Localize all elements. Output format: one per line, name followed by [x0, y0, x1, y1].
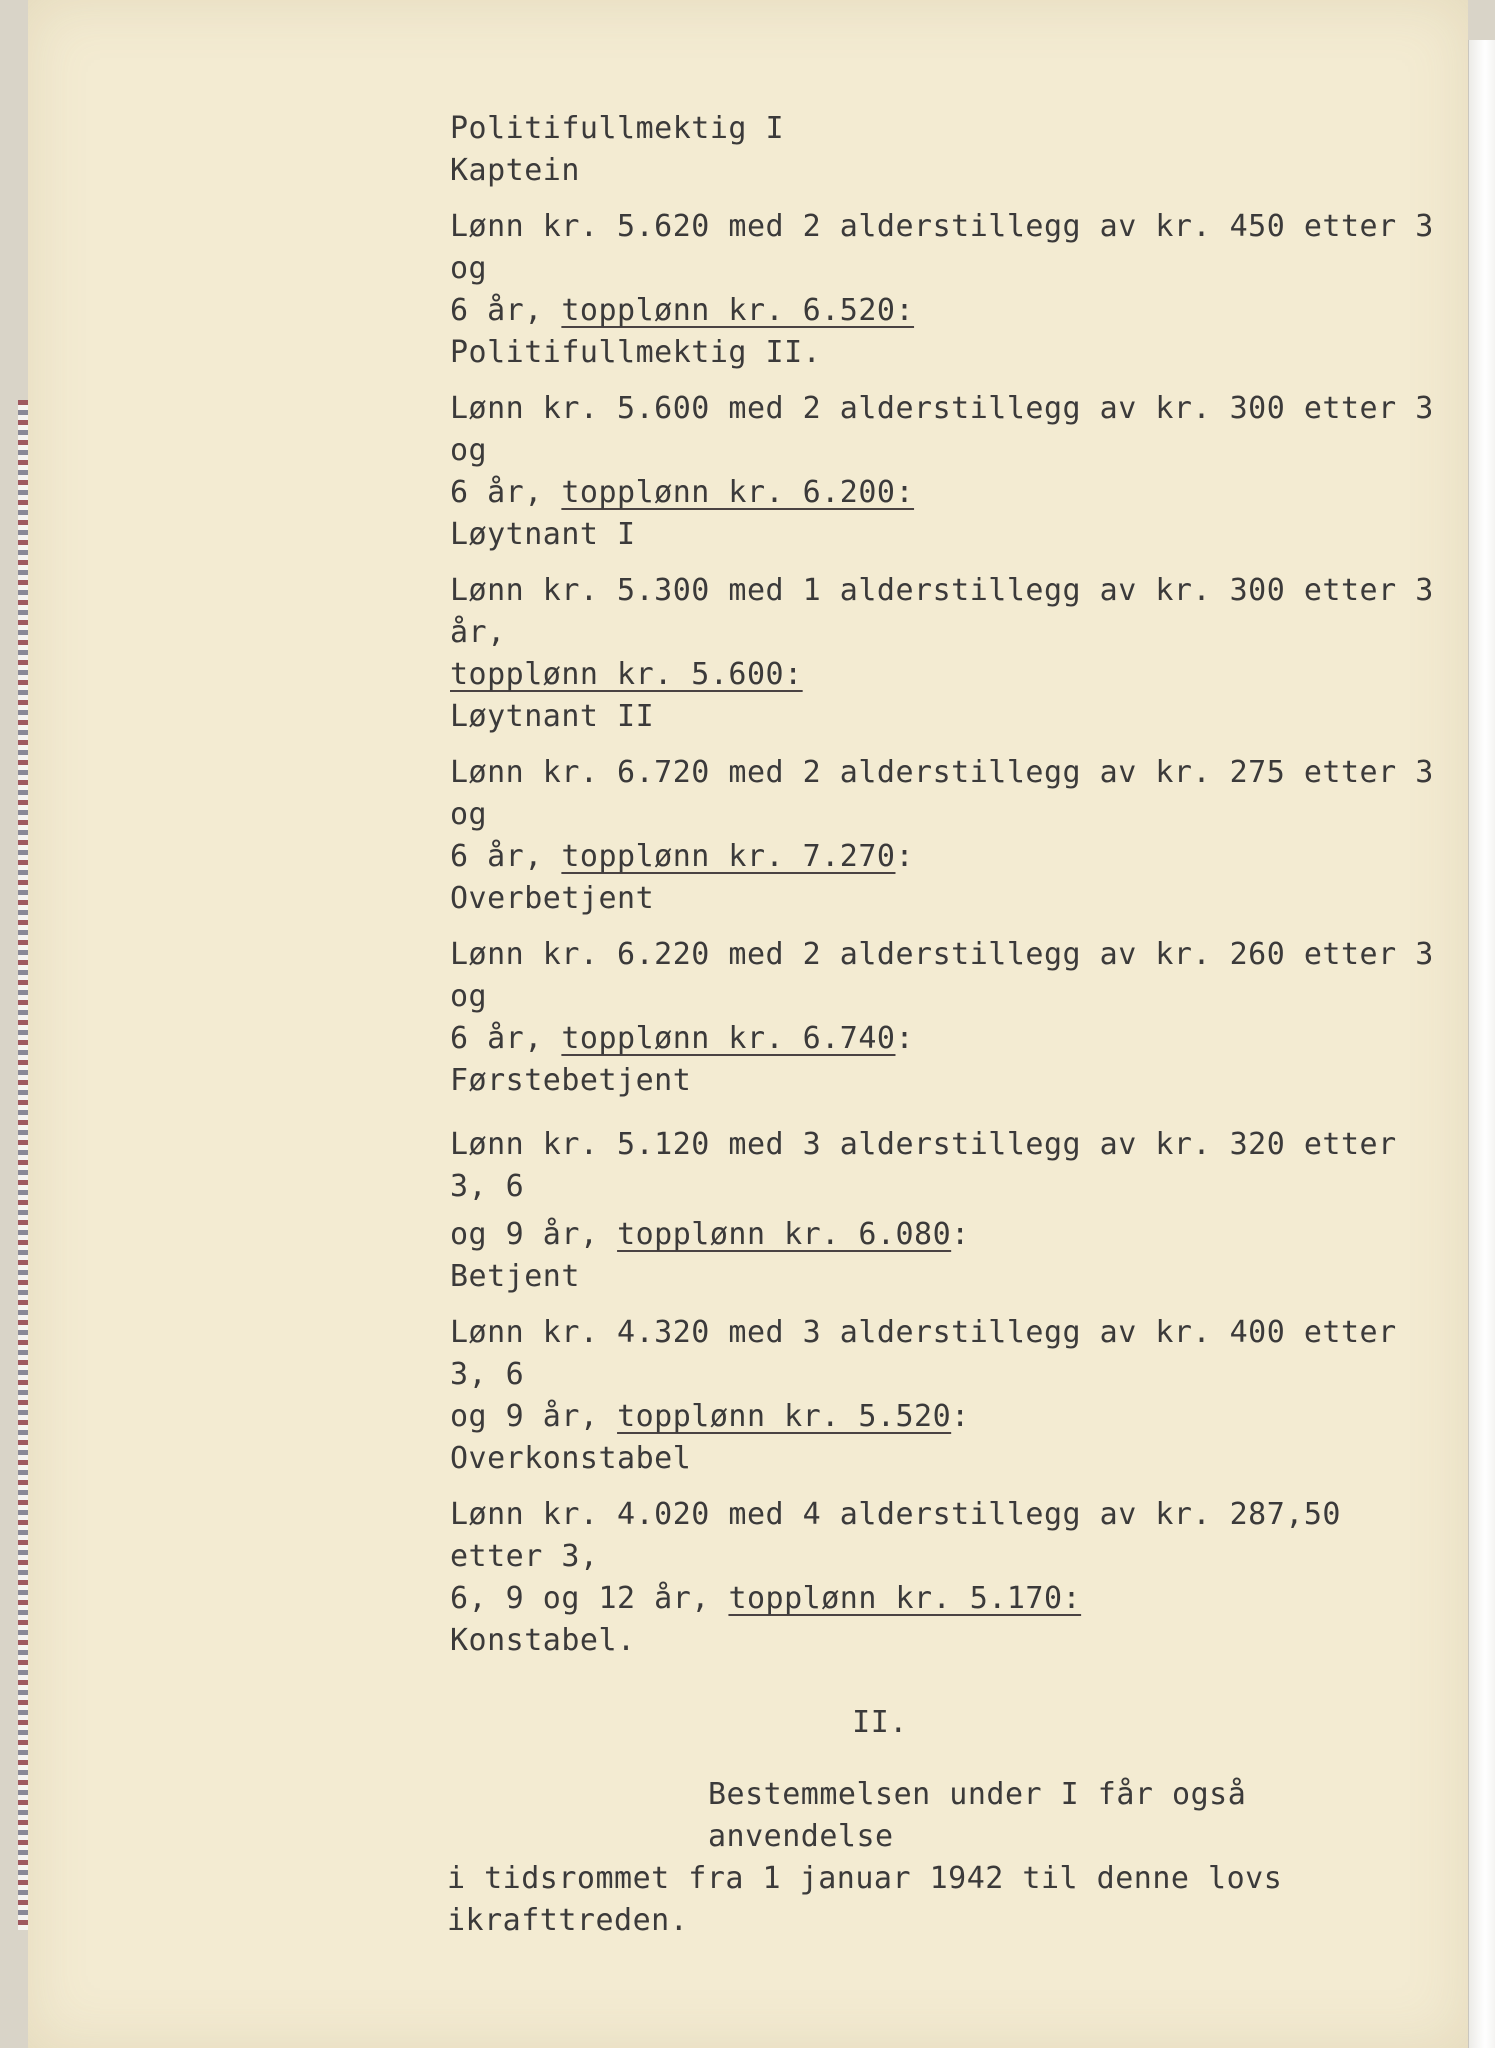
salary-paragraph — [450, 752, 1450, 878]
salary-line: Lønn kr. 5.120 med 3 alderstillegg av kr. 320 etter 3, 6 — [450, 1127, 1397, 1204]
salary-line: Lønn kr. 6.720 med 2 alderstillegg av kr. 275 etter 3 og — [450, 755, 1434, 832]
grade-title: Kaptein — [450, 153, 580, 188]
binding-thread — [18, 400, 28, 1930]
grade-title: Løytnant I — [450, 517, 636, 552]
salary-paragraph — [450, 934, 1450, 1060]
top-salary: topplønn kr. 5.170: — [728, 1581, 1082, 1616]
salary-line: Lønn kr. 5.600 med 2 alderstillegg av kr. 300 etter 3 og — [450, 391, 1434, 468]
grade-title: Politifullmektig II. — [450, 335, 822, 370]
grade-title-closing: Konstabel. — [450, 1623, 636, 1658]
top-salary: topplønn kr. 5.520 — [617, 1399, 952, 1434]
top-salary: topplønn kr. 6.520: — [561, 293, 915, 328]
page-edge — [1468, 40, 1495, 2048]
salary-paragraph — [450, 570, 1450, 696]
salary-prefix: 6 år, — [450, 475, 562, 510]
salary-suffix: : — [895, 839, 915, 874]
closing-line-1: Bestemmelsen under I får også anvendelse — [708, 1777, 1247, 1854]
salary-paragraph — [450, 1494, 1450, 1620]
salary-prefix: og 9 år, — [450, 1217, 618, 1252]
salary-line-2 — [450, 654, 1450, 696]
salary-paragraph — [450, 1312, 1450, 1438]
grade-title: Overkonstabel — [450, 1441, 692, 1476]
salary-suffix: : — [895, 1021, 915, 1056]
salary-paragraph — [450, 388, 1450, 514]
typed-text — [447, 108, 1450, 1942]
grade-title: Betjent — [450, 1259, 580, 1294]
top-salary: topplønn kr. 6.080 — [617, 1217, 952, 1252]
section-number: II. — [852, 1705, 908, 1740]
top-salary: topplønn kr. 7.270 — [561, 839, 896, 874]
salary-prefix: 6, 9 og 12 år, — [450, 1581, 729, 1616]
salary-line-2 — [450, 290, 1450, 332]
closing-line-2: i tidsrommet fra 1 januar 1942 til denne lovs ikrafttreden. — [447, 1861, 1283, 1938]
salary-line: Lønn kr. 4.020 med 4 alderstillegg av kr. 287,50 etter 3, — [450, 1497, 1341, 1574]
salary-line-2 — [450, 1214, 1450, 1256]
document-page — [28, 0, 1468, 2048]
salary-prefix: 6 år, — [450, 1021, 562, 1056]
salary-line: Lønn kr. 4.320 med 3 alderstillegg av kr. 400 etter 3, 6 — [450, 1315, 1397, 1392]
salary-line-2 — [450, 1018, 1450, 1060]
salary-paragraph — [450, 206, 1450, 332]
salary-prefix: 6 år, — [450, 293, 562, 328]
grade-title-opening: Politifullmektig I — [450, 111, 785, 146]
grade-title: Førstebetjent — [450, 1063, 692, 1098]
top-salary: topplønn kr. 6.200: — [561, 475, 915, 510]
closing-paragraph — [447, 1774, 1450, 1942]
salary-prefix: og 9 år, — [450, 1399, 618, 1434]
salary-line: Lønn kr. 6.220 med 2 alderstillegg av kr. 260 etter 3 og — [450, 937, 1434, 1014]
salary-prefix: 6 år, — [450, 839, 562, 874]
salary-line-2 — [450, 836, 1450, 878]
grade-title: Løytnant II — [450, 699, 655, 734]
salary-line: Lønn kr. 5.300 med 1 alderstillegg av kr. 300 etter 3 år, — [450, 573, 1434, 650]
salary-line: Lønn kr. 5.620 med 2 alderstillegg av kr. 450 etter 3 og — [450, 209, 1434, 286]
grade-title: Overbetjent — [450, 881, 655, 916]
salary-suffix: : — [951, 1399, 970, 1434]
salary-line-2 — [450, 1578, 1450, 1620]
top-salary: topplønn kr. 5.600: — [450, 657, 803, 692]
top-salary: topplønn kr. 6.740 — [561, 1021, 896, 1056]
salary-suffix: : — [951, 1217, 970, 1252]
salary-paragraph — [450, 1124, 1450, 1256]
salary-line-2 — [450, 472, 1450, 514]
salary-line-2 — [450, 1396, 1450, 1438]
